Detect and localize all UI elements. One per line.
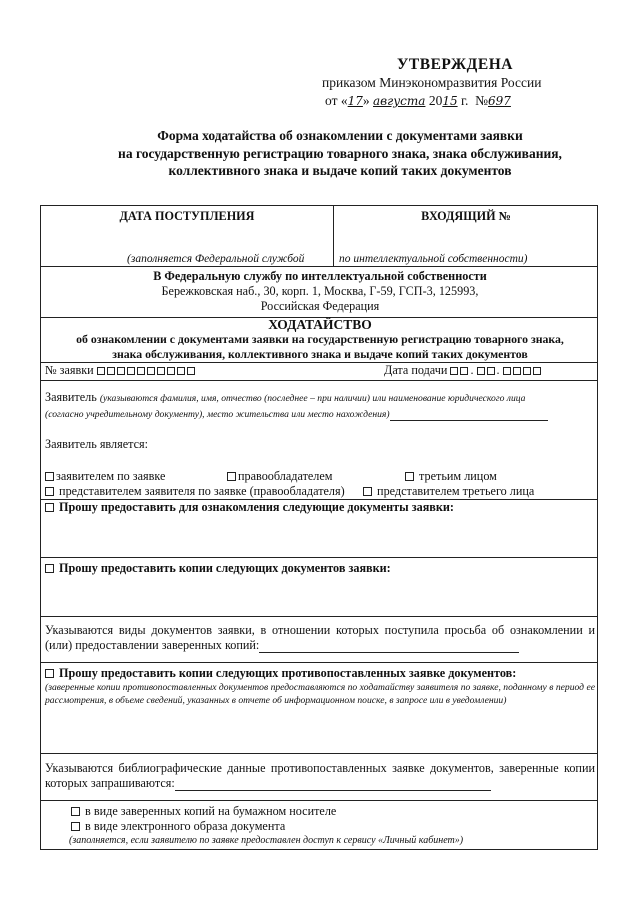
option-rightholder[interactable]	[227, 469, 333, 484]
applicant-note-2: (согласно учредительному документу), место жительства или место нахождения)	[45, 408, 390, 420]
approval-year: 15	[442, 94, 458, 108]
option-third-party[interactable]	[405, 469, 497, 484]
checkbox[interactable]	[45, 564, 54, 573]
fill-note-left: (заполняется Федеральной службой	[127, 253, 305, 265]
delivery-paper-label: в виде заверенных копий на бумажном носителе	[85, 804, 337, 818]
delivery-electronic[interactable]	[71, 819, 285, 834]
application-number-field[interactable]	[45, 363, 197, 378]
option-third-party-label: третьим лицом	[419, 469, 497, 483]
delivery-note: (заполняется, если заявителю по заявке предоставлен доступ к сервису «Личный кабинет»)	[69, 835, 464, 846]
date-separator: .	[496, 363, 500, 377]
application-number-boxes[interactable]	[97, 363, 197, 377]
date-box[interactable]	[460, 367, 468, 375]
application-number-label: № заявки	[45, 363, 94, 377]
application-number-box[interactable]	[147, 367, 155, 375]
applicant-input-line[interactable]	[390, 420, 548, 421]
opposed-request[interactable]	[45, 666, 516, 681]
divider	[41, 616, 597, 617]
date-separator: .	[470, 363, 474, 377]
form-title-line-3: коллективного знака и выдаче копий таких документов	[168, 163, 512, 178]
application-number-box[interactable]	[177, 367, 185, 375]
checkbox[interactable]	[227, 472, 236, 481]
petition-title: ХОДАТАЙСТВО	[268, 317, 372, 332]
divider	[41, 380, 597, 381]
petition-heading	[41, 317, 599, 362]
petition-line-2: знака обслуживания, коллективного знака и выдаче копий таких документов	[112, 347, 528, 361]
approval-number: 697	[488, 94, 511, 108]
approval-order-line: приказом Минэкономразвития России	[322, 75, 542, 90]
approval-date-line	[300, 92, 600, 110]
types-note	[45, 623, 595, 653]
divider	[41, 753, 597, 754]
fill-note-right: по интеллектуальной собственности)	[339, 253, 528, 265]
biblio-note-text: Указываются библиографические данные противопоставленных заявке документов, заверенные копии которых запрашиваются:	[45, 761, 595, 790]
option-applicant[interactable]	[45, 469, 165, 484]
approval-number-prefix: №	[475, 93, 488, 108]
date-box[interactable]	[450, 367, 458, 375]
approval-title: УТВЕРЖДЕНА	[397, 56, 513, 73]
divider	[41, 662, 597, 663]
addressee-line-3: Российская Федерация	[260, 299, 380, 313]
checkbox[interactable]	[45, 669, 54, 678]
application-number-box[interactable]	[137, 367, 145, 375]
checkbox[interactable]	[71, 822, 80, 831]
opposed-note: (заверенные копии противопоставленных документов предоставляются по ходатайству заявителя по заявке, поданному в период ее рассмотрения, в объеме сведений, указанных в отчете об информационном поиске, в запросе или в уведомлении)	[45, 682, 595, 706]
approval-year-prefix: 20	[428, 93, 443, 108]
copies-request-label: Прошу предоставить копии следующих документов заявки:	[59, 561, 391, 575]
familiarize-request[interactable]	[45, 500, 454, 515]
application-number-box[interactable]	[97, 367, 105, 375]
divider	[41, 557, 597, 558]
applicant-is-label: Заявитель является:	[45, 437, 148, 451]
addressee-line-1: В Федеральную службу по интеллектуальной собственности	[153, 269, 487, 283]
checkbox[interactable]	[45, 472, 54, 481]
option-rep-applicant-label: представителем заявителя по заявке (правообладателя)	[59, 484, 345, 498]
delivery-electronic-label: в виде электронного образа документа	[85, 819, 286, 833]
addressee-line-2: Бережковская наб., 30, корп. 1, Москва, Г-59, ГСП-3, 125993,	[161, 284, 479, 298]
familiarize-request-label: Прошу предоставить для ознакомления следующие документы заявки:	[59, 500, 454, 514]
form-title-line-1: Форма ходатайства об ознакомлении с документами заявки	[157, 128, 523, 143]
application-number-box[interactable]	[117, 367, 125, 375]
copies-request[interactable]	[45, 561, 391, 576]
option-rightholder-label: правообладателем	[238, 469, 333, 483]
approval-date-prefix: от «	[325, 93, 348, 108]
addressee	[41, 269, 599, 314]
approval-year-suffix: г.	[460, 93, 469, 108]
delivery-paper[interactable]	[71, 804, 336, 819]
checkbox[interactable]	[405, 472, 414, 481]
types-input-line[interactable]	[259, 652, 519, 653]
option-rep-applicant[interactable]	[45, 484, 345, 499]
date-box[interactable]	[477, 367, 485, 375]
filing-date-label: Дата подачи	[384, 363, 448, 377]
form-frame	[40, 205, 598, 850]
option-applicant-label: заявителем по заявке	[56, 469, 166, 483]
divider	[41, 266, 597, 267]
checkbox[interactable]	[363, 487, 372, 496]
approval-date-day: 17	[347, 94, 363, 108]
opposed-request-label: Прошу предоставить копии следующих противопоставленных заявке документов:	[59, 666, 517, 680]
biblio-input-line[interactable]	[175, 790, 491, 791]
option-rep-third-label: представителем третьего лица	[377, 484, 535, 498]
checkbox[interactable]	[71, 807, 80, 816]
application-number-box[interactable]	[107, 367, 115, 375]
date-box[interactable]	[487, 367, 495, 375]
approval-date-mid: »	[362, 93, 370, 108]
application-number-box[interactable]	[127, 367, 135, 375]
types-note-text: Указываются виды документов заявки, в отношении которых поступила просьба об ознакомлении и (или) предоставлении заверенных копий:	[45, 623, 595, 652]
application-number-box[interactable]	[157, 367, 165, 375]
date-box[interactable]	[503, 367, 511, 375]
biblio-note	[45, 761, 595, 791]
applicant-note-1: (указываются фамилия, имя, отчество (последнее – при наличии) или наименование юридического лица	[99, 393, 526, 404]
date-box[interactable]	[523, 367, 531, 375]
application-number-box[interactable]	[167, 367, 175, 375]
approval-block	[300, 56, 600, 110]
application-number-box[interactable]	[187, 367, 195, 375]
approval-date-month: августа	[373, 94, 426, 108]
date-box[interactable]	[533, 367, 541, 375]
date-box[interactable]	[513, 367, 521, 375]
applicant-label: Заявитель	[45, 390, 97, 404]
petition-line-1: об ознакомлении с документами заявки на государственную регистрацию товарного знака,	[76, 332, 564, 346]
form-title-line-2: на государственную регистрацию товарного знака, знака обслуживания,	[118, 145, 562, 161]
form-title	[80, 127, 600, 180]
option-rep-third[interactable]	[363, 484, 534, 499]
receipt-date-label: ДАТА ПОСТУПЛЕНИЯ	[119, 209, 255, 223]
applicant-field[interactable]	[45, 390, 595, 421]
divider	[41, 800, 597, 801]
filing-date-field[interactable]	[384, 363, 543, 378]
checkbox[interactable]	[45, 487, 54, 496]
checkbox[interactable]	[45, 503, 54, 512]
incoming-number-label: ВХОДЯЩИЙ №	[421, 209, 511, 223]
